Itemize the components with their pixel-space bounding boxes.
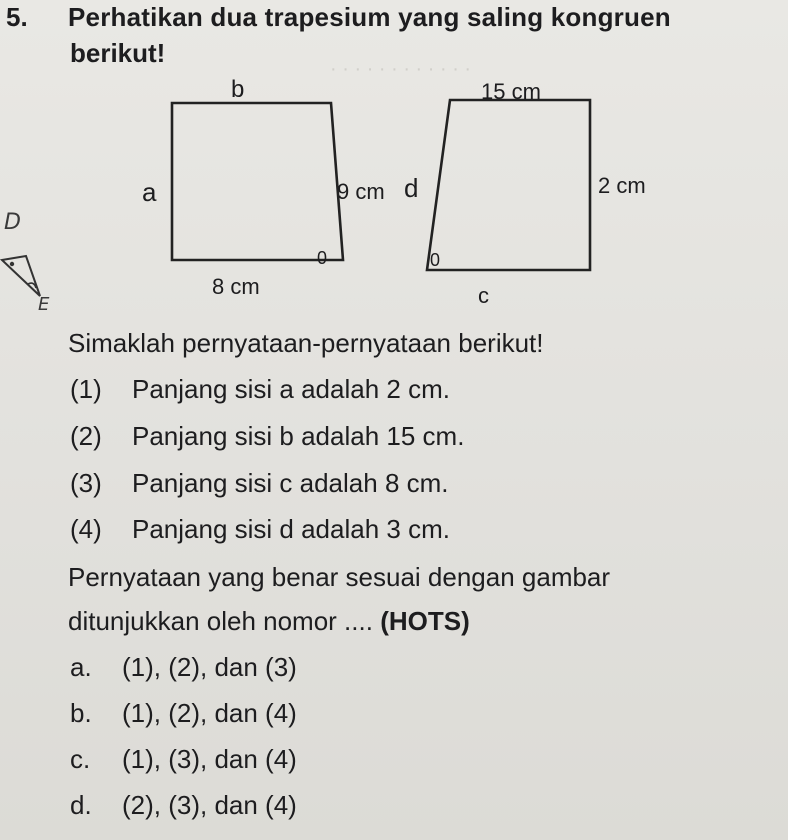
option-text: (1), (3), dan (4) xyxy=(122,744,297,774)
question-text-line2: berikut! xyxy=(70,38,166,68)
question-header xyxy=(0,4,788,74)
right-angle-mark: 0 xyxy=(430,250,441,270)
statement-text: Panjang sisi c adalah 8 cm. xyxy=(132,468,449,498)
left-label-top: b xyxy=(231,76,245,103)
left-trapezoid xyxy=(172,103,343,260)
question-number: 5. xyxy=(6,2,28,32)
option-letter: d. xyxy=(70,790,92,820)
statement-item xyxy=(70,421,464,452)
show-through-text: · · · · · · · · · · · · xyxy=(330,58,472,80)
option-letter: b. xyxy=(70,698,92,728)
option-text: (1), (2), dan (4) xyxy=(122,698,297,728)
statement-item xyxy=(70,514,450,545)
option-letter: a. xyxy=(70,652,92,682)
statement-text: Panjang sisi d adalah 3 cm. xyxy=(132,514,450,544)
right-trapezoid xyxy=(427,100,590,270)
question-text-line1: Perhatikan dua trapesium yang saling kongruen xyxy=(68,2,671,32)
closing-line2 xyxy=(68,606,470,637)
statement-number: (4) xyxy=(70,514,102,544)
closing-line2-text: ditunjukkan oleh nomor .... xyxy=(68,606,373,636)
statement-text: Panjang sisi b adalah 15 cm. xyxy=(132,421,465,451)
statement-number: (1) xyxy=(70,374,102,404)
hots-tag: (HOTS) xyxy=(380,606,470,636)
option-b[interactable] xyxy=(70,698,297,729)
statement-text: Panjang sisi a adalah 2 cm. xyxy=(132,374,450,404)
pencil-mark-d: D xyxy=(4,210,21,235)
pencil-mark-e: E xyxy=(38,294,50,315)
statement-number: (2) xyxy=(70,421,102,451)
statement-number: (3) xyxy=(70,468,102,498)
option-a[interactable] xyxy=(70,652,297,683)
statements-prompt: Simaklah pernyataan-pernyataan berikut! xyxy=(68,328,544,358)
left-label-right: 9 cm xyxy=(337,179,385,204)
right-label-top: 15 cm xyxy=(481,79,541,104)
option-d[interactable] xyxy=(70,790,297,821)
statement-item xyxy=(70,468,449,499)
left-label-left: a xyxy=(142,177,157,207)
closing-line1: Pernyataan yang benar sesuai dengan gambar xyxy=(68,562,611,592)
statement-item xyxy=(70,374,450,405)
trapezoid-drawing xyxy=(0,70,788,320)
trapezoid-figure xyxy=(0,70,788,320)
left-label-bottom: 8 cm xyxy=(212,274,260,299)
option-letter: c. xyxy=(70,744,91,774)
left-angle-mark: 0 xyxy=(317,248,328,268)
right-label-bottom: c xyxy=(478,283,489,308)
option-c[interactable] xyxy=(70,744,297,775)
option-text: (2), (3), dan (4) xyxy=(122,790,297,820)
option-text: (1), (2), dan (3) xyxy=(122,652,297,682)
pencil-triangle-doodle xyxy=(2,256,40,296)
right-label-right: 2 cm xyxy=(598,173,646,198)
right-label-left: d xyxy=(404,173,419,203)
